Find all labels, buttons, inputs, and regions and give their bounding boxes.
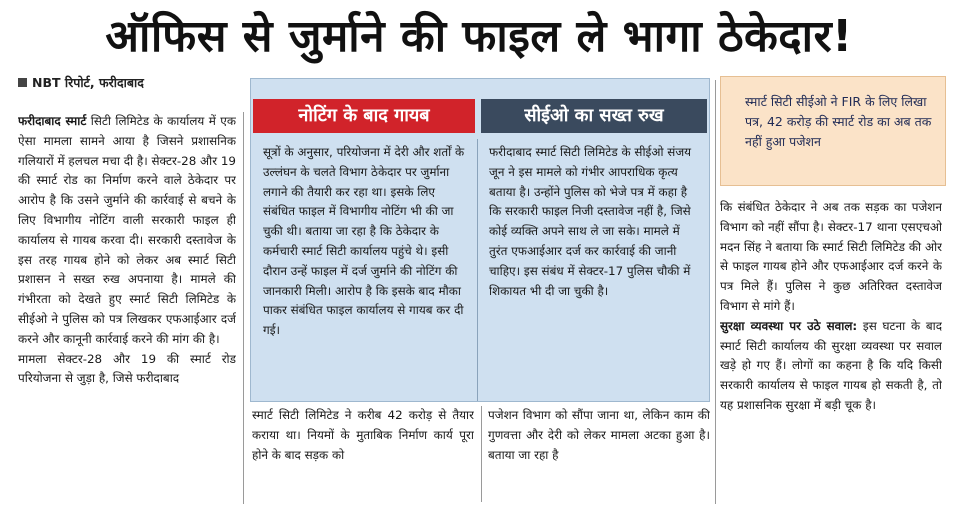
article-column-2-bottom: स्मार्ट सिटी लिमिटेड ने करीब 42 करोड़ से तैयार कराया था। नियमों के मुताबिक निर्माण कार्य पूरा होने के बाद सड़क को: [252, 408, 474, 462]
box-text-left: सूत्रों के अनुसार, परियोजना में देरी और शर्तों के उल्लंघन के चलते विभाग ठेकेदार पर जुर्माना लगाने की तैयारी कर रहा था। इसके लिए संबंधित फाइल में विभागीय नोटिंग भी की जा चुकी थी। बताया जा रहा है कि ठेकेदार के कर्मचारी स्मार्ट सिटी कार्यालय पहुंचे थे। इसी दौरान उन्हें फाइल में दर्ज जुर्माने की नोटिंग की जानकारी मिली। आरोप है कि इसके बाद मौका पाकर संबंधित फाइल कार्यालय से गायब कर दी गई।: [263, 145, 465, 338]
article-column-3-bottom: पजेशन विभाग को सौंपा जाना था, लेकिन काम की गुणवत्ता और देरी को लेकर मामला अटका हुआ है। बताया जा रहा है: [488, 408, 710, 462]
byline: [18, 74, 144, 92]
box-divider: [477, 139, 478, 401]
column-divider: [481, 406, 482, 502]
box-heading-left: नोटिंग के बाद गायब: [253, 99, 475, 133]
col1-paragraph-2: मामला सेक्टर-28 और 19 की स्मार्ट रोड परियोजना से जुड़ा है, जिसे फरीदाबाद: [18, 351, 236, 386]
callout-box: [720, 76, 946, 186]
col4-paragraph-2: [720, 317, 942, 416]
col1-body: सिटी लिमिटेड के कार्यालय में एक ऐसा मामला सामने आया है जिसने प्रशासनिक गलियारों में हलचल मचा दी है। सेक्टर-28 और 19 की स्मार्ट रोड का निर्माण करने वाले ठेकेदार पर आरोप है कि उसने जुर्माने की कार्रवाई से बचने के लिए विभागीय नोटिंग वाली सरकारी फाइल ही कार्यालय से गायब करवा दी। सरकारी दस्तावेज के इस तरह गायब होने को लेकर अब स्मार्ट सिटी प्रशासन ने सख्त रुख अपनाया है। मामले की गंभीरता को देखते हुए स्मार्ट सिटी लिमिटेड के सीईओ ने पुलिस को पत्र लिखकर एफआईआर दर्ज करने और कानूनी कार्रवाई करने की मांग की है।: [18, 114, 236, 346]
column-divider: [715, 80, 716, 504]
sidebar-box: [250, 78, 710, 402]
callout-text: स्मार्ट सिटी सीईओ ने FIR के लिए लिखा पत्र, 42 करोड़ की स्मार्ट रोड का अब तक नहीं हुआ पजेशन: [745, 94, 932, 149]
column-divider: [243, 112, 244, 504]
col4-body: इस घटना के बाद स्मार्ट सिटी कार्यालय की सुरक्षा व्यवस्था पर सवाल खड़े हो गए हैं। लोगों का कहना है कि यदि किसी सरकारी कार्यालय से फाइल गायब हो सकती है, तो यह प्रशासनिक सुरक्षा में बड़ी चूक है।: [720, 318, 942, 412]
headline: ऑफिस से जुर्माने की फाइल ले भागा ठेकेदार!: [105, 11, 853, 62]
box-text-right: फरीदाबाद स्मार्ट सिटी लिमिटेड के सीईओ संजय जून ने इस मामले को गंभीर आपराधिक कृत्य बताया है। उन्होंने पुलिस को भेजे पत्र में कहा है कि सरकारी फाइल निजी दस्तावेज नहीं है, जिसे कोई व्यक्ति अपने साथ ले जा सके। मामले में तुरंत एफआईआर दर्ज कर कार्रवाई की जानी चाहिए। इस संबंध में सेक्टर-17 पुलिस चौकी में शिकायत भी दी जा चुकी है।: [489, 145, 692, 298]
byline-text: NBT रिपोर्ट, फरीदाबाद: [32, 75, 144, 90]
dateline: फरीदाबाद स्मार्ट: [18, 114, 87, 128]
col1-paragraph-1: [18, 112, 236, 350]
article-column-1: [18, 112, 236, 504]
col4-paragraph-1: कि संबंधित ठेकेदार ने अब तक सड़क का पजेशन विभाग को नहीं सौंपा है। सेक्टर-17 थाना एसएचओ मदन सिंह ने बताया कि स्मार्ट सिटी लिमिटेड की ओर से फाइल गायब होने और एफआईआर दर्ज करने के पत्र मिले हैं। पुलिस ने कुछ अतिरिक्त दस्तावेज विभाग से मांगे हैं।: [720, 200, 942, 313]
box-heading-right: सीईओ का सख्त रुख: [481, 99, 707, 133]
article-column-4: [720, 198, 942, 504]
byline-square-icon: [18, 78, 27, 87]
subhead: सुरक्षा व्यवस्था पर उठे सवाल:: [720, 318, 858, 333]
